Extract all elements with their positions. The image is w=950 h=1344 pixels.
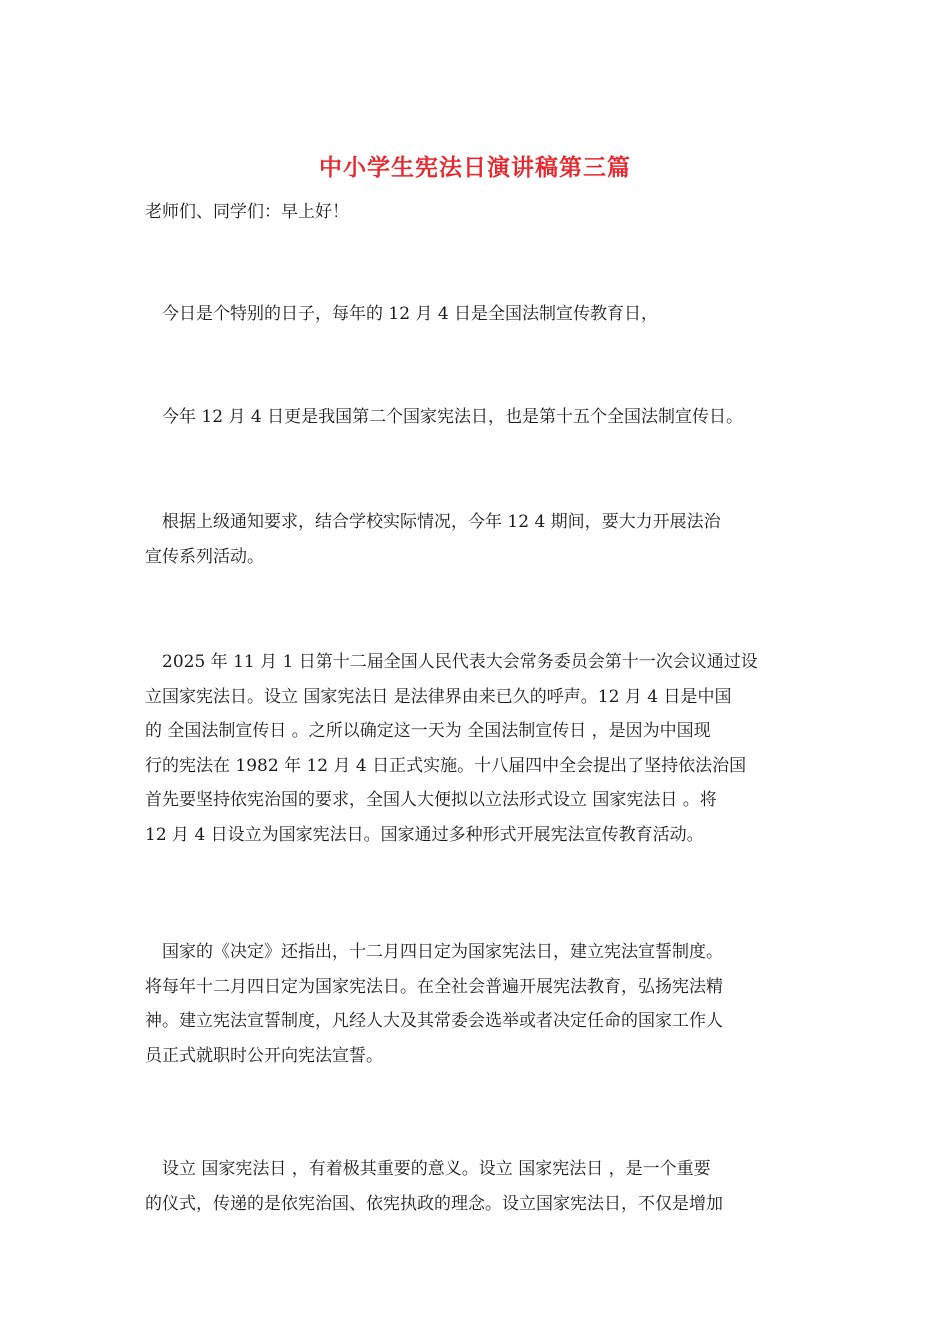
paragraph-line: 根据上级通知要求，结合学校实际情况，今年 12 4 期间，要大力开展法治 bbox=[145, 512, 721, 532]
greeting-line: 老师们、同学们：早上好！ bbox=[145, 202, 349, 222]
paragraph-6 bbox=[145, 1152, 805, 1221]
paragraph-5 bbox=[145, 935, 805, 1073]
paragraph-line: 行的宪法在 1982 年 12 月 4 日正式实施。十八届四中全会提出了坚持依法治国 bbox=[145, 755, 747, 776]
paragraph-line: 首先要坚持依宪治国的要求，全国人大便拟以立法形式设立 国家宪法日 。将 bbox=[145, 790, 717, 810]
paragraph-2 bbox=[145, 400, 805, 435]
paragraph-line: 12 月 4 日设立为国家宪法日。国家通过多种形式开展宪法宣传教育活动。 bbox=[145, 824, 704, 845]
paragraph-3 bbox=[145, 505, 805, 574]
paragraph-line: 设立 国家宪法日 ，有着极其重要的意义。设立 国家宪法日 ，是一个重要 bbox=[145, 1159, 711, 1179]
paragraph-line: 2025 年 11 月 1 日第十二届全国人民代表大会常务委员会第十一次会议通过设 bbox=[145, 652, 758, 672]
paragraph-line: 今日是个特别的日子，每年的 12 月 4 日是全国法制宣传教育日， bbox=[145, 304, 659, 324]
paragraph-1 bbox=[145, 297, 805, 332]
paragraph-4 bbox=[145, 645, 805, 852]
paragraph-line: 神。建立宪法宣誓制度，凡经人大及其常委会选举或者决定任命的国家工作人 bbox=[145, 1011, 723, 1031]
paragraph-line: 员正式就职时公开向宪法宣誓。 bbox=[145, 1045, 383, 1066]
paragraph-line: 立国家宪法日。设立 国家宪法日 是法律界由来已久的呼声。12 月 4 日是中国 bbox=[145, 686, 732, 707]
paragraph-line: 宣传系列活动。 bbox=[145, 546, 264, 567]
paragraph-line: 的仪式，传递的是依宪治国、依宪执政的理念。设立国家宪法日，不仅是增加 bbox=[145, 1193, 723, 1214]
paragraph-line: 国家的《决定》还指出，十二月四日定为国家宪法日，建立宪法宣誓制度。 bbox=[145, 942, 723, 962]
document-title: 中小学生宪法日演讲稿第三篇 bbox=[319, 154, 631, 181]
paragraph-line: 的 全国法制宣传日 。之所以确定这一天为 全国法制宣传日 ，是因为中国现 bbox=[145, 721, 711, 741]
paragraph-line: 将每年十二月四日定为国家宪法日。在全社会普遍开展宪法教育，弘扬宪法精 bbox=[145, 976, 723, 997]
paragraph-line: 今年 12 月 4 日更是我国第二个国家宪法日，也是第十五个全国法制宣传日。 bbox=[145, 407, 744, 427]
